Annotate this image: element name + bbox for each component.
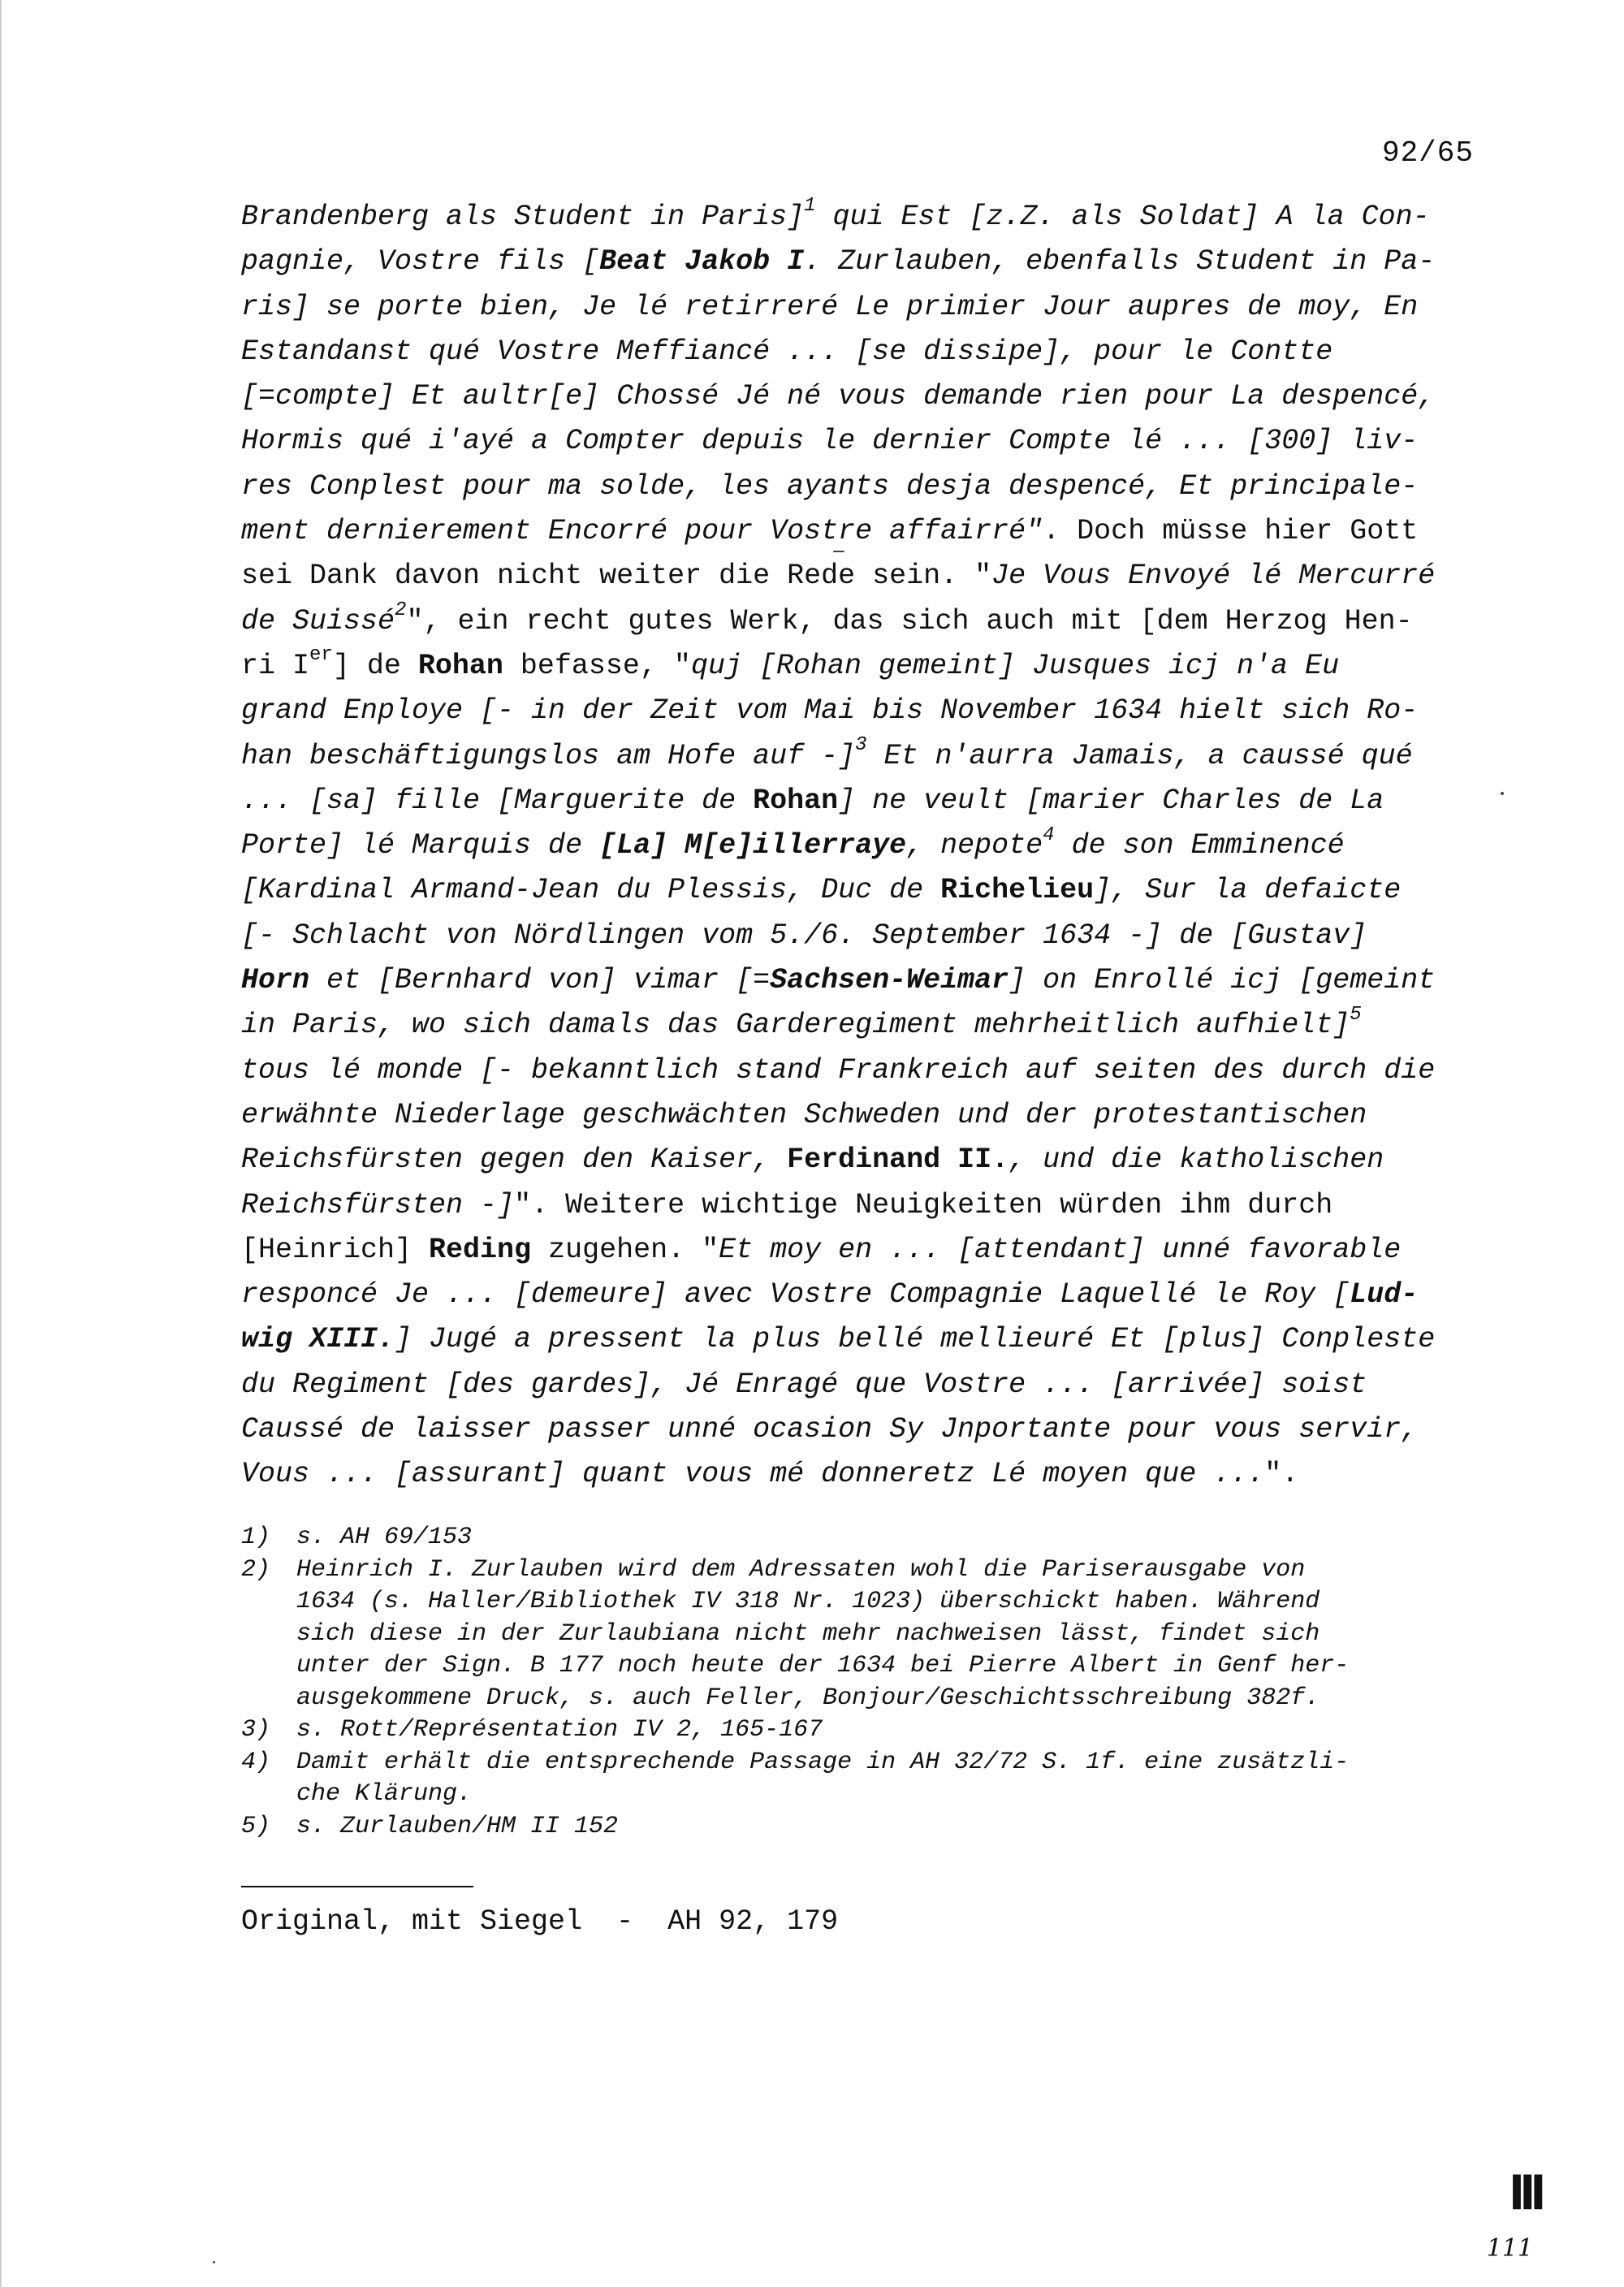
text-segment: ment dernierement Encorré pour Vostre affairré" bbox=[241, 515, 1043, 548]
archive-number: 111 bbox=[1486, 2234, 1533, 2263]
text-segment: Rohan bbox=[417, 649, 503, 682]
footnote-text bbox=[296, 1554, 1492, 1715]
text-segment: quj [Rohan gemeint] Jusques icj n'a Eu bbox=[690, 649, 1340, 682]
scan-border bbox=[0, 0, 2, 2287]
text-segment: ] on Enrollé icj [gemeint bbox=[1009, 964, 1436, 997]
body-line bbox=[241, 734, 1475, 779]
footnote-line: sich diese in der Zurlaubiana nicht mehr nachweisen lässt, findet sich bbox=[296, 1619, 1320, 1648]
footnote-ref: 5 bbox=[1350, 1003, 1362, 1026]
body-text bbox=[241, 195, 1475, 1498]
text-segment: Et moy en ... [attendant] unné favorable bbox=[719, 1233, 1402, 1266]
text-segment: ] ne veult [marier Charles de La bbox=[838, 784, 1384, 817]
body-line bbox=[241, 868, 1475, 913]
text-segment: Reichsfürsten -] bbox=[241, 1188, 515, 1221]
text-segment: Reding bbox=[429, 1233, 532, 1266]
footnote-ref: 2 bbox=[395, 599, 407, 622]
body-line bbox=[241, 914, 1475, 958]
text-segment: ri I bbox=[241, 649, 310, 682]
body-line bbox=[241, 1317, 1475, 1362]
body-line bbox=[241, 1138, 1475, 1182]
body-line bbox=[241, 240, 1475, 284]
footnote bbox=[241, 1714, 1492, 1747]
body-line bbox=[241, 1273, 1475, 1317]
body-line bbox=[241, 195, 1475, 240]
footnote-line: 1634 (s. Haller/Bibliothek IV 318 Nr. 1023) überschickt haben. Während bbox=[296, 1588, 1320, 1615]
text-segment: res Conplest pour ma solde, les ayants desja despencé, Et principale- bbox=[241, 469, 1419, 503]
text-segment: ris] se porte bien, Je lé retirreré Le primier Jour aupres de moy, En bbox=[241, 290, 1419, 323]
footnote-line: s. Zurlauben/HM II 152 bbox=[296, 1812, 619, 1840]
footnote-number: 5) bbox=[241, 1812, 271, 1840]
footnote-number: 4) bbox=[241, 1748, 271, 1776]
body-line bbox=[241, 1228, 1475, 1273]
text-segment: ", ein recht gutes Werk, das sich auch mit [dem Herzog Hen- bbox=[406, 604, 1413, 638]
body-line bbox=[241, 285, 1475, 330]
text-segment: Brandenberg als Student in Paris] bbox=[241, 201, 805, 233]
body-line bbox=[241, 465, 1475, 509]
footnote-number: 1) bbox=[241, 1524, 271, 1551]
text-segment: Caussé de laisser passer unné ocasion Sy Jnportante pour vous servir, bbox=[241, 1413, 1419, 1446]
text-segment: Lud- bbox=[1350, 1278, 1419, 1312]
footnote-number: 3) bbox=[241, 1716, 271, 1744]
text-segment: . Doch müsse hier Gott bbox=[1043, 515, 1419, 548]
text-segment: Sachsen-Weimar bbox=[770, 964, 1009, 997]
footnotes bbox=[241, 1522, 1492, 1843]
text-segment: ] Jugé a pressent la plus bellé mellieuré Et [plus] Conpleste bbox=[395, 1323, 1436, 1356]
body-line bbox=[241, 644, 1475, 689]
body-line bbox=[241, 599, 1475, 644]
footnote-line: ausgekommene Druck, s. auch Feller, Bonjour/Geschichtsschreibung 382f. bbox=[296, 1684, 1320, 1712]
archive-mark: lll bbox=[1509, 2168, 1541, 2220]
text-segment: et [Bernhard von] vimar [= bbox=[309, 964, 771, 997]
text-segment: [La] M[e]illerraye bbox=[599, 829, 907, 862]
body-line bbox=[241, 509, 1475, 554]
footnote bbox=[241, 1554, 1492, 1715]
text-segment: , und die katholischen bbox=[1009, 1144, 1384, 1177]
body-line bbox=[241, 1452, 1475, 1497]
text-segment: Rohan bbox=[753, 784, 839, 817]
footnote-line: che Klärung. bbox=[296, 1780, 473, 1808]
footnote-text bbox=[296, 1714, 1492, 1747]
text-segment: in Paris, wo sich damals das Garderegiment mehrheitlich aufhielt] bbox=[241, 1009, 1350, 1042]
text-segment: Richelieu bbox=[940, 874, 1095, 907]
body-line bbox=[241, 374, 1475, 419]
footnote-line: s. Rott/Représentation IV 2, 165-167 bbox=[296, 1716, 823, 1744]
text-segment: Et n'aurra Jamais, a caussé qué bbox=[866, 739, 1413, 772]
text-segment: qui Est [z.Z. als Soldat] A la Con- bbox=[815, 201, 1430, 233]
text-segment: de Suissé bbox=[241, 604, 395, 638]
footnote bbox=[241, 1747, 1492, 1811]
text-segment: wig XIII. bbox=[241, 1323, 395, 1356]
text-segment: befasse, " bbox=[503, 649, 691, 682]
text-segment: [Heinrich] bbox=[241, 1233, 430, 1266]
body-line bbox=[241, 824, 1475, 868]
footnote bbox=[241, 1811, 1492, 1844]
text-segment: ... [sa] fille [Marguerite de bbox=[241, 784, 754, 817]
footnote-ref: er bbox=[309, 644, 333, 667]
text-segment: ] de bbox=[332, 649, 418, 682]
text-segment: grand Enploye [- in der Zeit vom Mai bis November 1634 hielt sich Ro- bbox=[241, 694, 1419, 728]
text-segment: , nepote bbox=[906, 829, 1043, 862]
body-line bbox=[241, 1048, 1475, 1093]
text-segment: han beschäftigungslos am Hofe auf -] bbox=[241, 739, 856, 772]
body-line bbox=[241, 689, 1475, 733]
body-line bbox=[241, 419, 1475, 464]
text-segment: Hormis qué i'ayé a Compter depuis le dernier Compte lé ... [300] liv- bbox=[241, 425, 1419, 458]
scan-speck bbox=[1501, 792, 1504, 795]
footnote bbox=[241, 1522, 1492, 1554]
source-note: Original, mit Siegel - AH 92, 179 bbox=[241, 1905, 839, 1938]
body-line bbox=[241, 779, 1475, 824]
body-line bbox=[241, 554, 1475, 599]
text-segment: [=compte] Et aultr[e] Chossé Jé né vous demande rien pour La despencé, bbox=[241, 380, 1436, 413]
footnote-line: Heinrich I. Zurlauben wird dem Adressaten wohl die Pariserausgabe von bbox=[296, 1555, 1306, 1584]
text-segment: zugehen. " bbox=[531, 1233, 719, 1266]
text-segment: Porte] lé Marquis de bbox=[241, 829, 600, 862]
footnote-line: unter der Sign. B 177 noch heute der 1634 bei Pierre Albert in Genf her- bbox=[296, 1652, 1350, 1680]
text-segment: [Kardinal Armand-Jean du Plessis, Duc de bbox=[241, 874, 941, 907]
text-segment: Reichsfürsten gegen den Kaiser, bbox=[241, 1144, 788, 1177]
footnote-text bbox=[296, 1522, 1492, 1554]
body-line bbox=[241, 330, 1475, 374]
text-segment: responcé Je ... [demeure] avec Vostre Compagnie Laquellé le Roy [ bbox=[241, 1278, 1350, 1312]
text-segment: tous lé monde [- bekanntlich stand Frankreich auf seiten des durch die bbox=[241, 1053, 1436, 1087]
text-segment: erwähnte Niederlage geschwächten Schweden und der protestantischen bbox=[241, 1098, 1367, 1131]
body-line bbox=[241, 1183, 1475, 1228]
text-segment: sei Dank davon nicht weiter die Rede sein. " bbox=[241, 560, 992, 593]
text-segment: Horn bbox=[241, 964, 310, 997]
text-segment: pagnie, Vostre fils [ bbox=[241, 245, 600, 279]
page-number: 92/65 bbox=[1381, 136, 1474, 170]
text-segment: . Zurlauben, ebenfalls Student in Pa- bbox=[804, 245, 1436, 279]
text-segment: Je Vous Envoyé lé Mercurré bbox=[991, 560, 1436, 593]
footnote-text bbox=[296, 1747, 1492, 1811]
body-line bbox=[241, 1407, 1475, 1452]
text-segment: ". bbox=[1264, 1458, 1299, 1491]
footnote-text bbox=[296, 1811, 1492, 1844]
footnote-ref: 1 bbox=[804, 195, 816, 218]
text-segment: Vous ... [assurant] quant vous mé donneretz Lé moyen que ... bbox=[241, 1458, 1265, 1491]
text-segment: Ferdinand II. bbox=[787, 1144, 1009, 1177]
text-segment: [- Schlacht von Nördlingen vom 5./6. September 1634 -] de [Gustav] bbox=[241, 919, 1367, 952]
separator-rule bbox=[241, 1886, 473, 1887]
text-segment: Estandanst qué Vostre Meffiancé ... [se dissipe], pour le Contte bbox=[241, 335, 1333, 368]
footnote-line: Damit erhält die entsprechende Passage in AH 32/72 S. 1f. eine zusätzli- bbox=[296, 1748, 1350, 1776]
body-line bbox=[241, 1363, 1475, 1407]
text-segment: du Regiment [des gardes], Jé Enragé que Vostre ... [arrivée] soist bbox=[241, 1368, 1367, 1401]
footnote-line: s. AH 69/153 bbox=[296, 1524, 473, 1551]
scan-speck bbox=[833, 551, 844, 552]
body-line bbox=[241, 1093, 1475, 1138]
footnote-number: 2) bbox=[241, 1555, 271, 1584]
body-line bbox=[241, 1003, 1475, 1048]
body-line bbox=[241, 958, 1475, 1003]
footnote-ref: 3 bbox=[855, 733, 867, 756]
text-segment: Beat Jakob I bbox=[599, 245, 805, 279]
text-segment: ], Sur la defaicte bbox=[1094, 874, 1402, 907]
footnote-ref: 4 bbox=[1043, 824, 1055, 846]
scan-speck bbox=[213, 2261, 215, 2263]
text-segment: ". Weitere wichtige Neuigkeiten würden ihm durch bbox=[514, 1188, 1333, 1221]
text-segment: de son Emminencé bbox=[1054, 829, 1345, 862]
